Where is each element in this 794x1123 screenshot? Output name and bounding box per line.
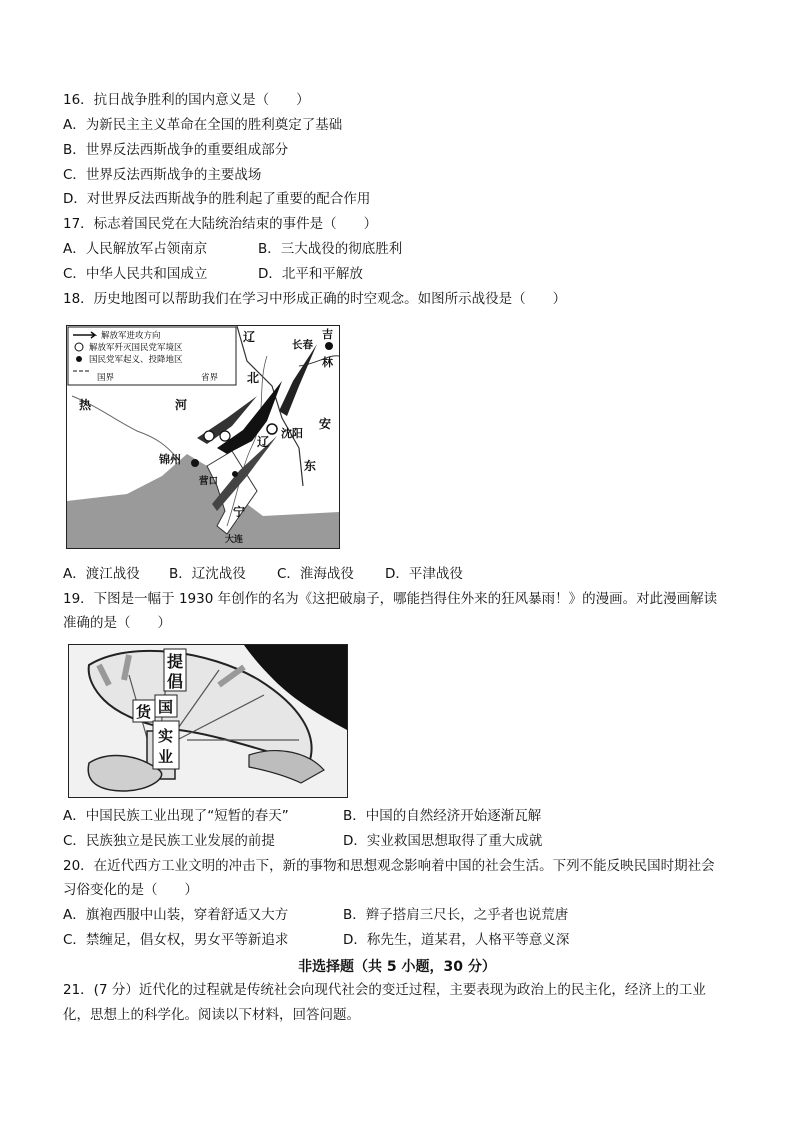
q19-option-c: C．民族独立是民族工业发展的前提 xyxy=(63,833,275,849)
legend-surrender-icon xyxy=(76,356,82,362)
battle-map-drawing xyxy=(67,326,339,548)
cartoon-char-shi: 实 xyxy=(158,727,174,745)
cartoon-image xyxy=(68,644,348,798)
q20-option-d: D．称先生，道某君，人格平等意义深 xyxy=(343,932,570,948)
city-dot-changchun xyxy=(325,342,333,350)
q21-line1: 21．(7 分）近代化的过程就是传统社会向现代社会的变迁过程，主要表现为政治上的民主化，经济上的工业 xyxy=(63,982,706,998)
cartoon-char-huo: 货 xyxy=(136,703,152,721)
q17-stem: 17．标志着国民党在大陆统治结束的事件是（ ） xyxy=(63,216,378,232)
city-label-shenyang: 沈阳 xyxy=(281,427,303,440)
legend-annihilation-icon xyxy=(75,343,83,351)
region-label-liao: 辽 xyxy=(243,330,256,344)
region-label-he: 河 xyxy=(175,398,188,412)
q18-option-d: D．平津战役 xyxy=(385,566,463,582)
q16-option-b: B．世界反法西斯战争的重要组成部分 xyxy=(63,142,289,158)
q18-option-a: A．渡江战役 xyxy=(63,566,140,582)
legend-annihilation: 解放军歼灭国民党军境区 xyxy=(89,343,183,353)
cartoon-char-ye: 业 xyxy=(158,748,174,766)
legend-attack: 解放军进攻方向 xyxy=(101,331,161,341)
q19-stem-line2: 准确的是（ ） xyxy=(63,615,171,631)
q21-line2: 化，思想上的科学化。阅读以下材料，回答问题。 xyxy=(63,1007,360,1023)
q19-option-b: B．中国的自然经济开始逐渐瓦解 xyxy=(343,808,542,824)
battle-map xyxy=(66,325,340,549)
region-label-dong: 东 xyxy=(304,459,317,473)
q20-option-a: A．旗袍西服中山装，穿着舒适又大方 xyxy=(63,907,289,923)
q18-option-b: B．辽沈战役 xyxy=(169,566,246,582)
q17-option-d: D．北平和平解放 xyxy=(258,266,363,282)
section-title: 非选择题（共 5 小题，30 分） xyxy=(298,959,496,975)
city-label-yingkou: 营口 xyxy=(199,476,219,487)
q18-option-c: C．淮海战役 xyxy=(277,566,354,582)
q18-options xyxy=(63,565,463,583)
cartoon-char-chang: 倡 xyxy=(167,672,184,691)
region-label-bei: 北 xyxy=(247,371,260,385)
q19-stem-line1: 19．下图是一幅于 1930 年创作的名为《这把破扇子，哪能挡得住外来的狂风暴雨！》的漫画。对此漫画解读 xyxy=(63,591,718,607)
attack-arrow xyxy=(279,344,317,416)
city-label-jinzhou: 锦州 xyxy=(159,453,181,466)
sea-area xyxy=(67,454,339,548)
region-label-lin: 林 xyxy=(322,356,333,369)
q16-option-d: D．对世界反法西斯战争的胜利起了重要的配合作用 xyxy=(63,191,371,207)
q19-option-d: D．实业救国思想取得了重大成就 xyxy=(343,833,543,849)
cartoon-char-ti: 提 xyxy=(167,652,184,671)
q17-options-row1 xyxy=(63,240,402,258)
cartoon-drawing xyxy=(69,645,347,797)
legend-national-border: 国界 xyxy=(97,373,115,383)
q18-stem: 18．历史地图可以帮助我们在学习中形成正确的时空观念。如图所示战役是（ ） xyxy=(63,291,567,307)
city-dot-shenyang xyxy=(267,424,277,434)
city-label-dalian: 大连 xyxy=(225,535,244,545)
annihilation-marker xyxy=(204,431,214,441)
q19-options-row2 xyxy=(63,832,542,850)
cartoon-char-guo: 国 xyxy=(158,698,174,716)
q20-option-b: B．辫子搭肩三尺长，之乎者也说荒唐 xyxy=(343,907,569,923)
q20-stem-line1: 20．在近代西方工业文明的冲击下，新的事物和思想观念影响着中国的社会生活。下列不能反映民国时期社会 xyxy=(63,858,715,874)
q20-options-row2 xyxy=(63,931,569,949)
q19-options-row1 xyxy=(63,807,541,825)
region-label-ji: 吉 xyxy=(322,328,333,341)
region-label-re: 热 xyxy=(79,398,92,412)
q20-option-c: C．禁缠足，倡女权，男女平等新追求 xyxy=(63,932,289,948)
q17-option-c: C．中华人民共和国成立 xyxy=(63,266,208,282)
legend-province-border: 省界 xyxy=(201,373,219,383)
city-dot-jinzhou xyxy=(191,459,199,467)
q17-option-a: A．人民解放军占领南京 xyxy=(63,241,208,257)
q16-option-a: A．为新民主主义革命在全国的胜利奠定了基础 xyxy=(63,117,343,133)
q17-option-b: B．三大战役的彻底胜利 xyxy=(258,241,403,257)
attack-arrow xyxy=(217,381,282,454)
region-label-liao2: 辽 xyxy=(257,435,270,449)
q17-options-row2 xyxy=(63,265,363,283)
q20-options-row1 xyxy=(63,906,568,924)
legend-surrender: 国民党军起义、投降地区 xyxy=(89,355,183,365)
q16-stem: 16．抗日战争胜利的国内意义是（ ） xyxy=(63,92,310,108)
q19-option-a: A．中国民族工业出现了“短暂的春天” xyxy=(63,808,289,824)
annihilation-marker xyxy=(220,431,230,441)
q16-option-c: C．世界反法西斯战争的主要战场 xyxy=(63,167,262,183)
city-label-changchun: 长春 xyxy=(292,339,313,351)
region-label-ning: 宁 xyxy=(233,505,246,519)
region-label-an: 安 xyxy=(319,417,332,431)
q20-stem-line2: 习俗变化的是（ ） xyxy=(63,882,198,898)
city-dot-yingkou xyxy=(232,471,238,477)
